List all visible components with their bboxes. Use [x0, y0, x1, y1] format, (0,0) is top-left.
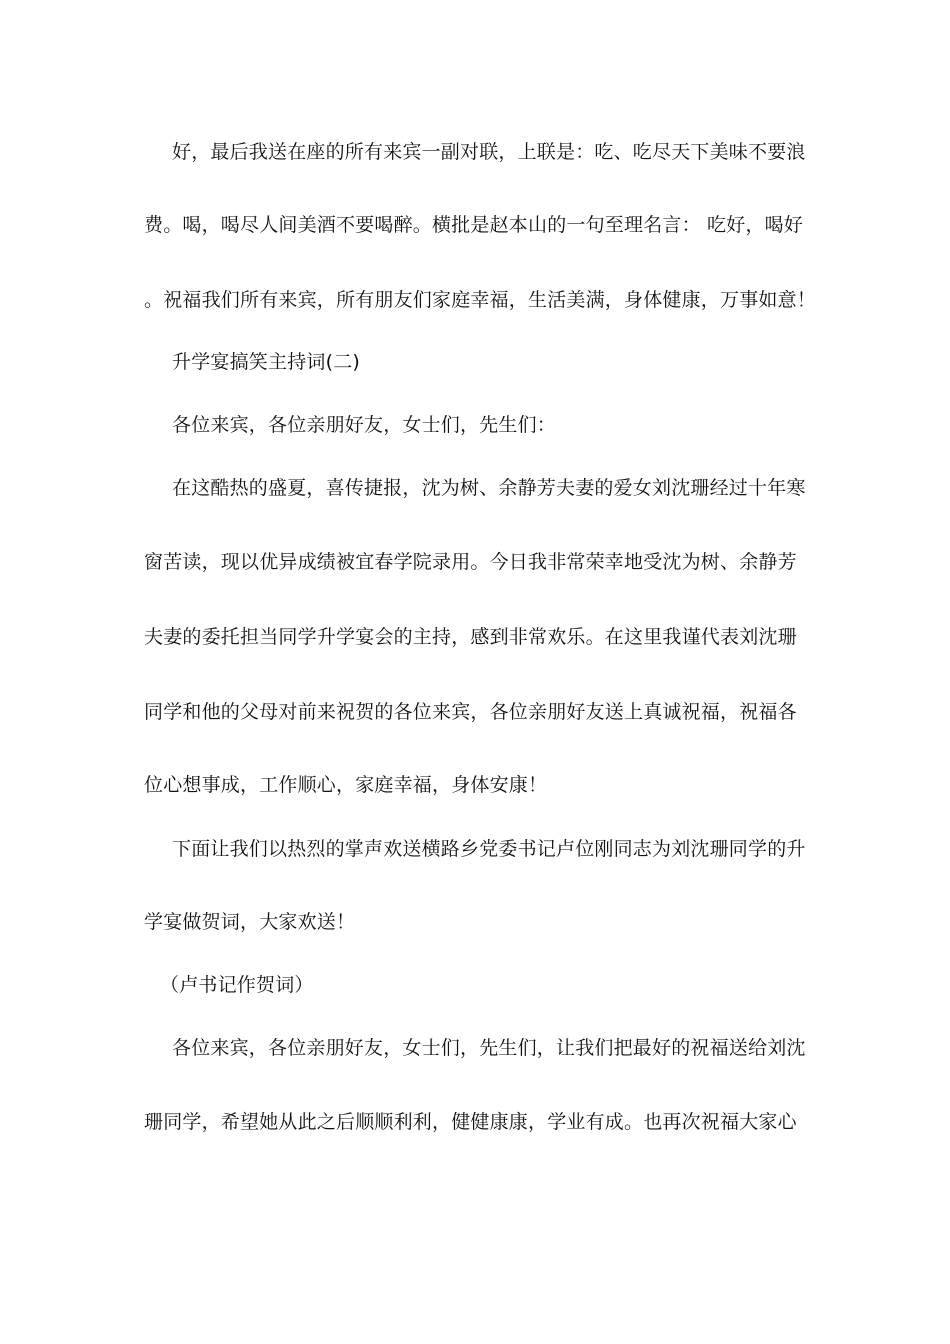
paragraph-line: 窗苦读，现以优异成绩被宜春学院录用。今日我非常荣幸地受沈为树、余静芳 [144, 551, 797, 573]
paragraph-line: 在这酷热的盛夏，喜传捷报，沈为树、余静芳夫妻的爱女刘沈珊经过十年寒 [172, 477, 806, 499]
paragraph-line: 夫妻的委托担当同学升学宴会的主持，感到非常欢乐。在这里我谨代表刘沈珊 [144, 626, 797, 648]
paragraph-line: 。祝福我们所有来宾，所有朋友们家庭幸福，生活美满，身体健康，万事如意！ [144, 289, 817, 311]
paragraph-line: 各位来宾，各位亲朋好友，女士们，先生们： [172, 414, 557, 436]
paragraph-line: 好，最后我送在座的所有来宾一副对联，上联是：吃、吃尽天下美味不要浪 [172, 141, 806, 163]
paragraph-line: 同学和他的父母对前来祝贺的各位来宾，各位亲朋好友送上真诚祝福，祝福各 [144, 701, 797, 723]
paragraph-line: （卢书记作贺词） [160, 974, 314, 996]
paragraph-line: 下面让我们以热烈的掌声欢送横路乡党委书记卢位刚同志为刘沈珊同学的升 [172, 838, 806, 860]
paragraph-line: 各位来宾，各位亲朋好友，女士们，先生们，让我们把最好的祝福送给刘沈 [172, 1037, 806, 1059]
section-heading: 升学宴搞笑主持词(二) [172, 351, 361, 373]
paragraph-line: 学宴做贺词，大家欢送！ [144, 911, 356, 933]
paragraph-line: 费。喝，喝尽人间美酒不要喝醉。横批是赵本山的一句至理名言： 吃好，喝好 [144, 214, 804, 236]
paragraph-line: 珊同学，希望她从此之后顺顺利利，健健康康，学业有成。也再次祝福大家心 [144, 1111, 797, 1133]
paragraph-line: 位心想事成，工作顺心，家庭幸福，身体安康！ [144, 774, 548, 796]
